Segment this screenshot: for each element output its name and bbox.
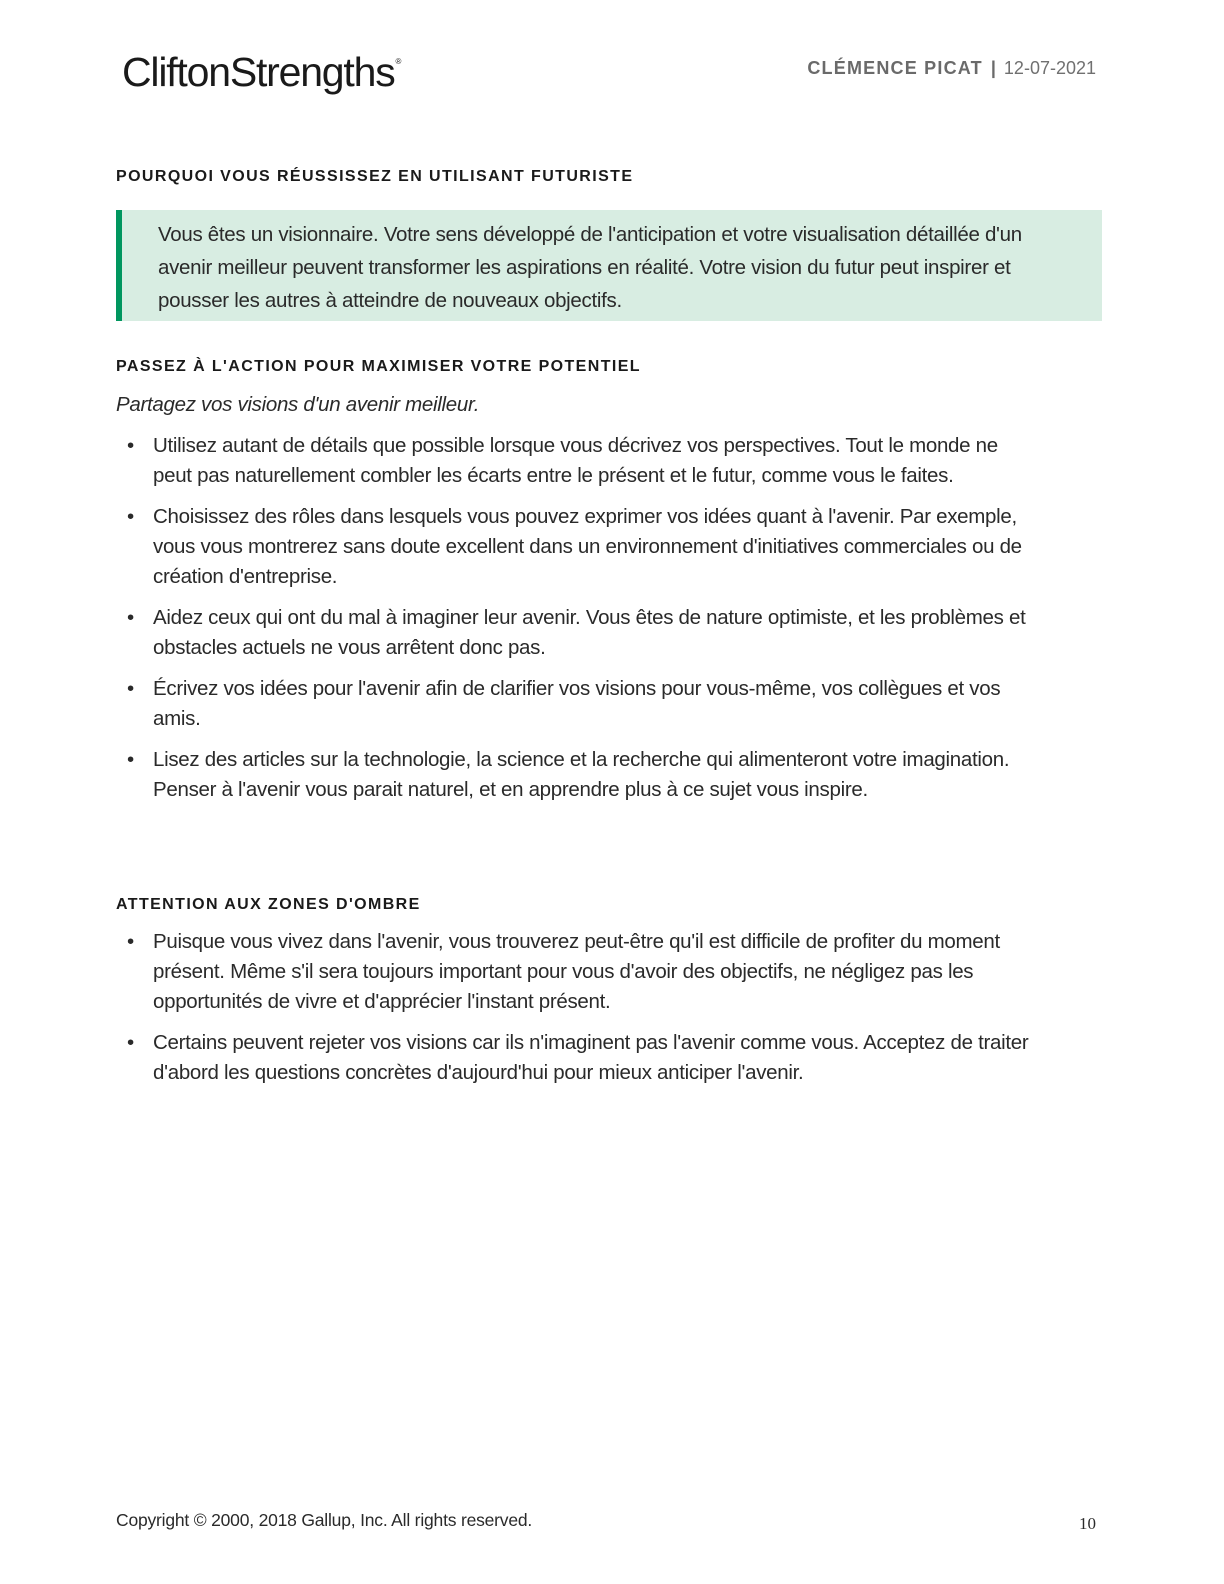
why-section-heading: POURQUOI VOUS RÉUSSISSEZ EN UTILISANT FUTURISTE — [116, 168, 634, 185]
blind-spots-list — [116, 927, 1036, 1088]
list-item: • Lisez des articles sur la technologie, la science et la recherche qui alimenteront votre imagination. Penser à l'avenir vous parait naturel, et en apprendre plus à ce sujet vous inspire. — [116, 745, 1036, 805]
cliftonstrengths-logo — [122, 49, 402, 95]
registered-mark: ® — [395, 57, 402, 66]
report-date: 12-07-2021 — [1003, 58, 1096, 78]
why-callout — [116, 210, 1102, 321]
list-item: • Choisissez des rôles dans lesquels vous pouvez exprimer vos idées quant à l'avenir. Par exemple, vous vous montrerez sans doute excellent dans un environnement d'initiatives commerciales ou de création d'entreprise. — [116, 502, 1036, 592]
action-intro: Partagez vos visions d'un avenir meilleur. — [116, 393, 480, 416]
header-separator: | — [990, 58, 996, 78]
report-owner-meta — [807, 59, 1096, 77]
action-section-heading: PASSEZ À L'ACTION POUR MAXIMISER VOTRE POTENTIEL — [116, 358, 641, 375]
list-item: • Utilisez autant de détails que possible lorsque vous décrivez vos perspectives. Tout le monde ne peut pas naturellement combler les écarts entre le présent et le futur, comme vous le faites. — [116, 431, 1036, 491]
participant-name: CLÉMENCE PICAT — [807, 58, 983, 78]
page-number: 10 — [1079, 1514, 1096, 1533]
logo-text: CliftonStrengths — [122, 49, 395, 95]
action-list — [116, 431, 1036, 805]
list-item: • Écrivez vos idées pour l'avenir afin de clarifier vos visions pour vous-même, vos collègues et vos amis. — [116, 674, 1036, 734]
copyright-notice: Copyright © 2000, 2018 Gallup, Inc. All rights reserved. — [116, 1510, 533, 1530]
blind-spots-heading: ATTENTION AUX ZONES D'OMBRE — [116, 896, 421, 913]
list-item: • Aidez ceux qui ont du mal à imaginer leur avenir. Vous êtes de nature optimiste, et les problèmes et obstacles actuels ne vous arrêtent donc pas. — [116, 603, 1036, 663]
list-item: • Puisque vous vivez dans l'avenir, vous trouverez peut-être qu'il est difficile de profiter du moment présent. Même s'il sera toujours important pour vous d'avoir des objectifs, ne négligez pas les opportunités de vivre et d'apprécier l'instant présent. — [116, 927, 1036, 1017]
why-callout-text: Vous êtes un visionnaire. Votre sens développé de l'anticipation et votre visualisation détaillée d'un avenir meilleur peuvent transformer les aspirations en réalité. Votre vision du futur peut inspirer et pousser les autres à atteindre de nouveaux objectifs. — [158, 223, 1022, 312]
list-item: • Certains peuvent rejeter vos visions car ils n'imaginent pas l'avenir comme vous. Acceptez de traiter d'abord les questions concrètes d'aujourd'hui pour mieux anticiper l'avenir. — [116, 1028, 1036, 1088]
